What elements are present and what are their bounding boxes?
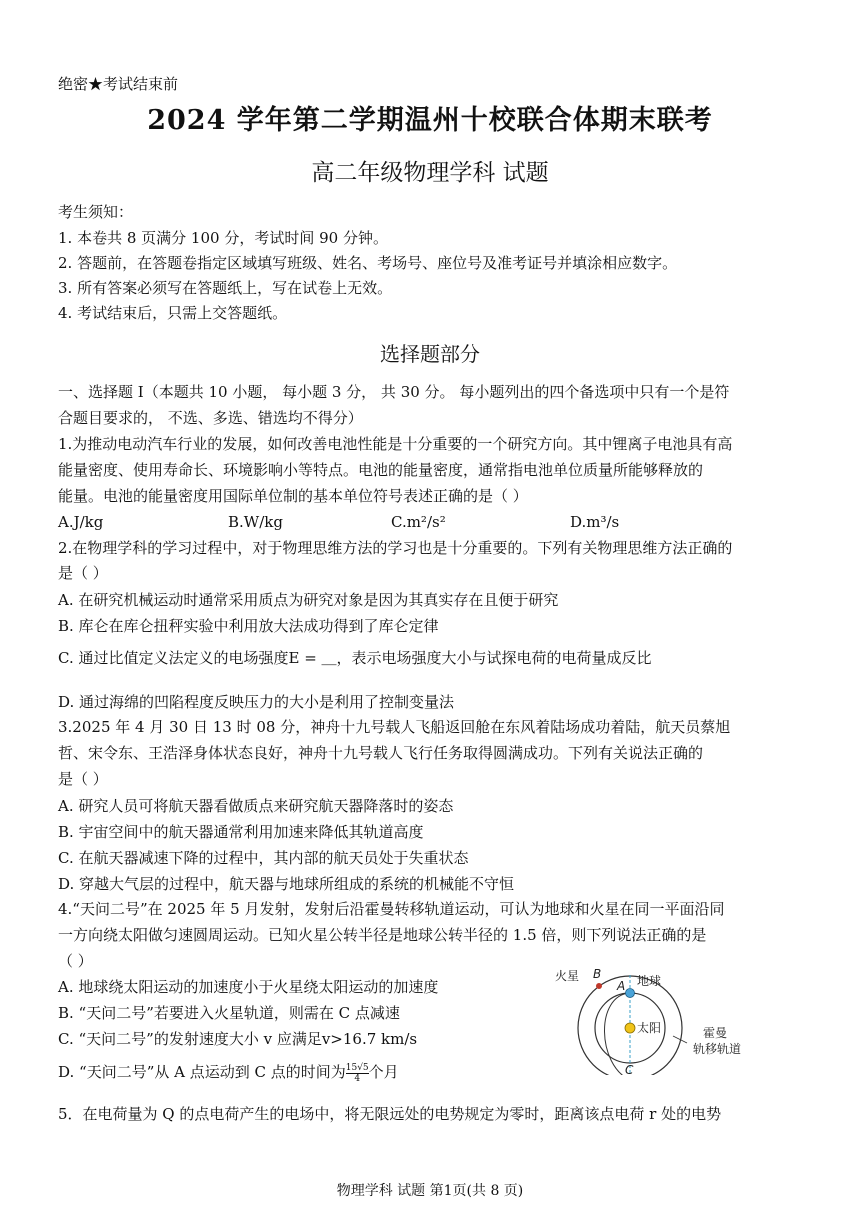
q1-stem: 1.为推动电动汽车行业的发展，如何改善电池性能是十分重要的一个研究方向。其中锂离子电池具有高 xyxy=(58,435,733,453)
q1-options xyxy=(58,513,798,533)
part1-intro: 一、选择题 I（本题共 10 小题， 每小题 3 分， 共 30 分。 每小题列出的四个备选项中只有一个是符 xyxy=(58,383,730,401)
q1-stem: 能量密度、使用寿命长、环境影响小等特点。电池的能量密度，通常指电池单位质量所能够释放的 xyxy=(58,461,704,479)
q4-option-c: C. “天问二号”的发射速度大小 v 应满足v>16.7 km/s xyxy=(58,1030,418,1048)
notice-item: 1. 本卷共 8 页满分 100 分，考试时间 90 分钟。 xyxy=(58,229,388,247)
q4-option-d-text: D. “天问二号”从 A 点运动到 C 点的时间为 xyxy=(58,1063,346,1081)
label-hohmann: 霍曼 xyxy=(703,1026,728,1040)
q4-stem: （ ） xyxy=(58,952,93,970)
q2-option-d: D. 通过海绵的凹陷程度反映压力的大小是利用了控制变量法 xyxy=(58,693,455,711)
label-mars: 火星 xyxy=(555,969,580,983)
q2-stem: 2.在物理学科的学习过程中，对于物理思维方法的学习也是十分重要的。下列有关物理思维方法正确的 xyxy=(58,539,733,557)
q5-stem: 5．在电荷量为 Q 的点电荷产生的电场中，将无限远处的电势规定为零时，距离该点电荷 r 处的电势 xyxy=(58,1105,722,1123)
exam-subtitle: 高二年级物理学科 试题 xyxy=(311,160,549,186)
q3-stem: 哲、宋令东、王浩泽身体状态良好，神舟十九号载人飞行任务取得圆满成功。下列有关说法正确的 xyxy=(58,744,704,762)
q3-option-a: A. 研究人员可将航天器看做质点来研究航天器降落时的姿态 xyxy=(58,797,454,815)
hohmann-orbit-figure xyxy=(555,965,765,1075)
q2-option-a: A. 在研究机械运动时通常采用质点为研究对象是因为其真实存在且便于研究 xyxy=(58,591,559,609)
q4-stem: 4.“天问二号”在 2025 年 5 月发射，发射后沿霍曼转移轨道运动，可认为地球和火星在同一平面沿同 xyxy=(58,900,725,918)
q3-stem: 3.2025 年 4 月 30 日 13 时 08 分，神舟十九号载人飞船返回舱在东风着陆场成功着陆，航天员蔡旭 xyxy=(58,718,731,736)
fraction-denominator: 4 xyxy=(354,1073,361,1084)
notice-heading: 考生须知： xyxy=(58,203,134,221)
q3-option-c: C. 在航天器减速下降的过程中，其内部的航天员处于失重状态 xyxy=(58,849,469,867)
q3-option-b: B. 宇宙空间中的航天器通常利用加速来降低其轨道高度 xyxy=(58,823,424,841)
q2-stem: 是（ ） xyxy=(58,564,108,582)
q1-option-c: C.m²/s² xyxy=(391,513,446,531)
label-a: A xyxy=(617,979,626,993)
label-sun: 太阳 xyxy=(637,1021,662,1035)
q4-option-b: B. “天问二号”若要进入火星轨道，则需在 C 点减速 xyxy=(58,1004,400,1022)
label-transfer-orbit: 轨移轨道 xyxy=(693,1042,742,1056)
label-c: C xyxy=(625,1063,634,1075)
q4-option-a: A. 地球绕太阳运动的加速度小于火星绕太阳运动的加速度 xyxy=(58,978,439,996)
page-footer: 物理学科 试题 第1页(共 8 页) xyxy=(336,1183,524,1199)
sun-icon xyxy=(625,1023,635,1033)
q3-option-d: D. 穿越大气层的过程中，航天器与地球所组成的系统的机械能不守恒 xyxy=(58,875,515,893)
part1-intro: 合题目要求的， 不选、多选、错选均不得分） xyxy=(58,409,363,427)
fraction xyxy=(346,1063,369,1084)
fraction-numerator: 15√5 xyxy=(345,1062,369,1073)
q2-option-c: C. 通过比值定义法定义的电场强度E = ＿，表示电场强度大小与试探电荷的电荷量成反比 xyxy=(58,649,652,667)
q1-stem: 能量。电池的能量密度用国际单位制的基本单位符号表述正确的是（ ） xyxy=(58,487,528,505)
q4-option-d xyxy=(58,1062,399,1084)
q4-option-d-unit: 个月 xyxy=(368,1063,399,1081)
section-title: 选择题部分 xyxy=(380,342,480,366)
mars-icon xyxy=(596,983,602,989)
q1-option-a: A.J/kg xyxy=(58,513,104,531)
q1-option-b: B.W/kg xyxy=(228,513,283,531)
q2-option-b: B. 库仑在库仑扭秤实验中利用放大法成功得到了库仑定律 xyxy=(58,617,439,635)
q4-stem: 一方向绕太阳做匀速圆周运动。已知火星公转半径是地球公转半径的 1.5 倍，则下列说法正确的是 xyxy=(58,926,707,944)
exam-title: 2024 学年第二学期温州十校联合体期末联考 xyxy=(147,105,713,136)
label-b: B xyxy=(593,967,602,981)
notice-item: 2. 答题前，在答题卷指定区域填写班级、姓名、考场号、座位号及准考证号并填涂相应数字。 xyxy=(58,254,678,272)
earth-icon xyxy=(626,989,635,998)
label-earth: 地球 xyxy=(637,974,662,988)
notice-item: 4. 考试结束后，只需上交答题纸。 xyxy=(58,304,288,322)
secret-tag: 绝密★考试结束前 xyxy=(58,75,179,93)
q3-stem: 是（ ） xyxy=(58,770,108,788)
q1-option-d: D.m³/s xyxy=(570,513,620,531)
notice-item: 3. 所有答案必须写在答题纸上，写在试卷上无效。 xyxy=(58,279,393,297)
